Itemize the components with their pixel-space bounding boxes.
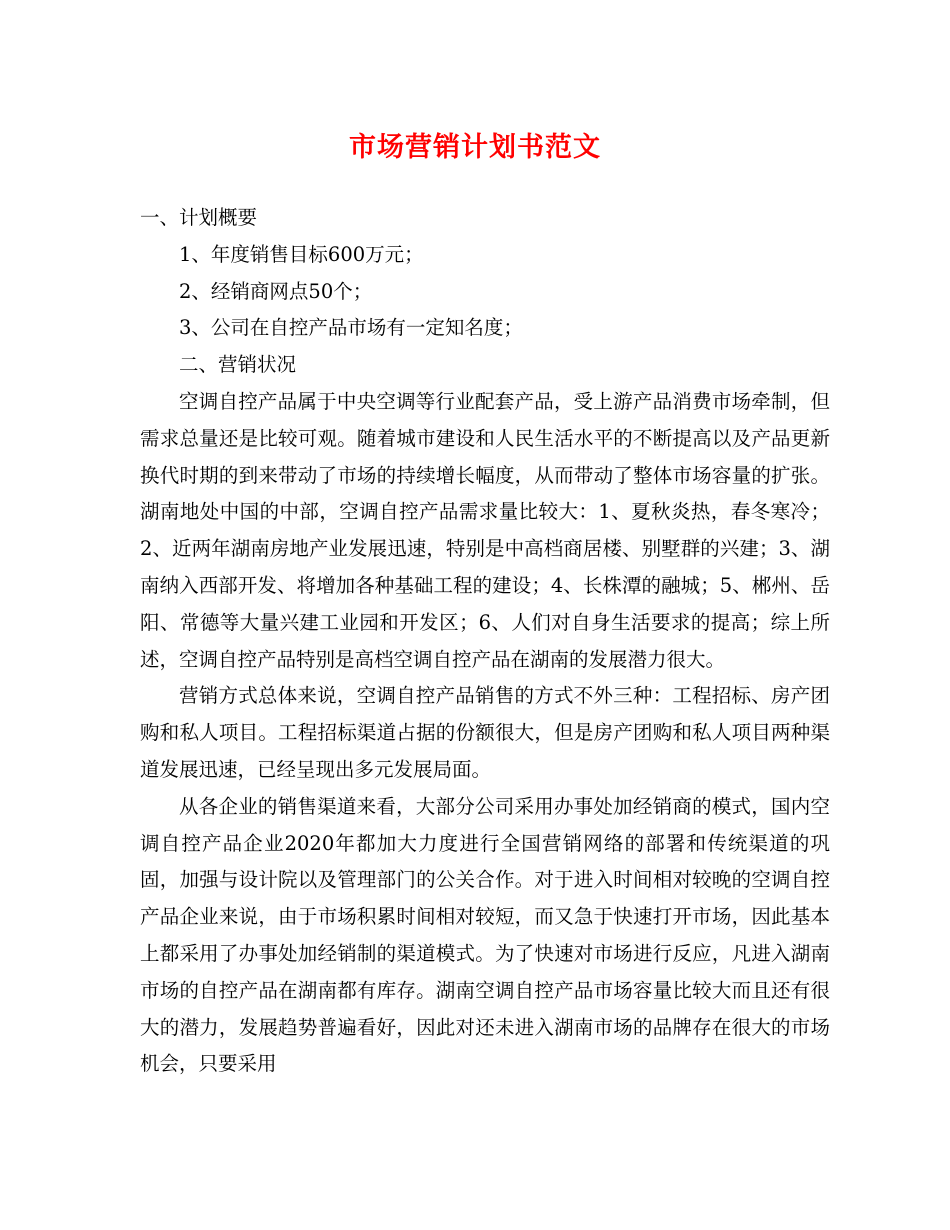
- document-title: 市场营销计划书范文: [349, 132, 601, 163]
- list-item-brand-awareness: 3、公司在自控产品市场有一定知名度；: [179, 316, 523, 340]
- section-heading-marketing-status: 二、营销状况: [179, 353, 297, 377]
- section-heading-plan-summary: 一、计划概要: [140, 206, 258, 229]
- list-item-sales-target: 1、年度销售目标600万元；: [179, 242, 424, 266]
- body-paragraph-sales-methods: 营销方式总体来说，空调自控产品销售的方式不外三种：工程招标、房产团购和私人项目。工程招标渠道占据的份额很大，但是房产团购和私人项目两种渠道发展迅速，已经呈现出多元发展局面。: [140, 684, 830, 781]
- document-body: [140, 200, 830, 1083]
- body-paragraph-sales-channels: 从各企业的销售渠道来看，大部分公司采用办事处加经销商的模式，国内空调自控产品企业2020年都加大力度进行全国营销网络的部署和传统渠道的巩固，加强与设计院以及管理部门的公关合作。对于进入时间相对较晚的空调自控产品企业来说，由于市场积累时间相对较短，而又急于快速打开市场，因此基本上都采用了办事处加经销制的渠道模式。为了快速对市场进行反应，凡进入湖南市场的自控产品在湖南都有库存。湖南空调自控产品市场容量比较大而且还有很大的潜力，发展趋势普遍看好，因此对还未进入湖南市场的品牌存在很大的市场机会，只要采用: [140, 794, 830, 1076]
- list-item-dealer-outlets: 2、经销商网点50个；: [179, 279, 373, 303]
- body-paragraph-market-overview: 空调自控产品属于中央空调等行业配套产品，受上游产品消费市场牵制，但需求总量还是比较可观。随着城市建设和人民生活水平的不断提高以及产品更新换代时期的到来带动了市场的持续增长幅度，从而带动了整体市场容量的扩张。湖南地处中国的中部，空调自控产品需求量比较大：1、夏秋炎热，春冬寒冷；2、近两年湖南房地产业发展迅速，特别是中高档商居楼、别墅群的兴建；3、湖南纳入西部开发、将增加各种基础工程的建设；4、长株潭的融城；5、郴州、岳阳、常德等大量兴建工业园和开发区；6、人们对自身生活要求的提高；综上所述，空调自控产品特别是高档空调自控产品在湖南的发展潜力很大。: [140, 389, 830, 671]
